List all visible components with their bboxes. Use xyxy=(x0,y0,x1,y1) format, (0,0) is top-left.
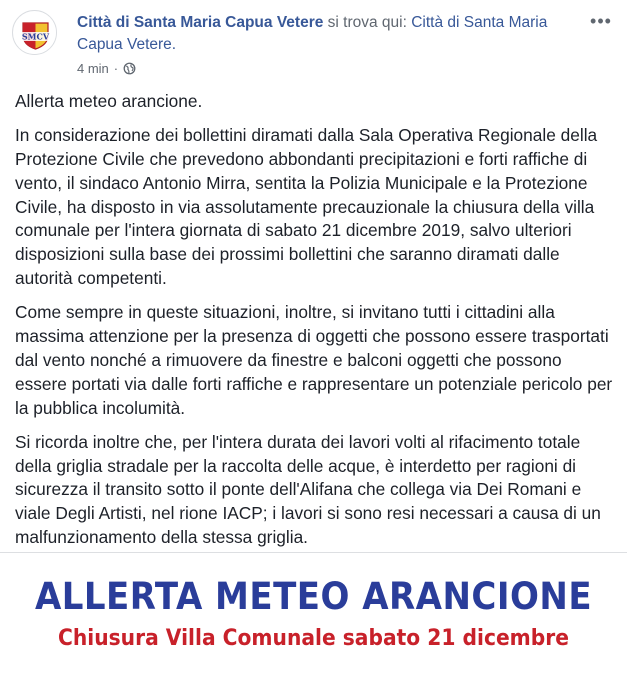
location-link[interactable]: Città di Santa Maria Capua Vetere. xyxy=(77,14,548,53)
page-name-link[interactable]: Città di Santa Maria Capua Vetere xyxy=(77,14,324,31)
post-header-text xyxy=(77,12,577,56)
svg-text:SMCV: SMCV xyxy=(21,31,50,42)
post-paragraph: Si ricorda inoltre che, per l'intera durata dei lavori volti al rifacimento totale della griglia stradale per la raccolta delle acque, è interdetto per ragioni di sicurezza il transito sotto il ponte dell'Alifana che collega via Dei Romani e viale Degli Artisti, nel rione IACP; i lavori si sono resi necessari a causa di un malfunzionamento della stessa griglia. xyxy=(15,431,601,548)
post-timestamp[interactable]: 4 min xyxy=(77,61,109,76)
checkin-text: si trova qui: xyxy=(323,14,412,31)
banner-subtitle: Chiusura Villa Comunale sabato 21 dicembre xyxy=(57,625,570,651)
globe-icon[interactable] xyxy=(123,62,136,75)
post-image-banner[interactable] xyxy=(0,553,627,678)
meta-separator: · xyxy=(113,61,119,76)
post-paragraph: Allerta meteo arancione. xyxy=(15,91,203,111)
page-avatar[interactable] xyxy=(12,10,57,55)
post-paragraph: Come sempre in queste situazioni, inoltre, si invitano tutti i cittadini alla massima attenzione per la presenza di oggetti che possono essere trasportati dal vento nonché a rimuovere da finestre e balconi oggetti che possono essere portati via dalle forti raffiche e rappresentare un potenziale pericolo per la pubblica incolumità. xyxy=(15,302,613,418)
more-options-icon[interactable]: ••• xyxy=(590,11,612,31)
banner-title: ALLERTA METEO ARANCIONE xyxy=(34,575,593,618)
smcv-logo xyxy=(13,11,57,55)
post-paragraph: In considerazione dei bollettini diramati dalla Sala Operativa Regionale della Protezione Civile che prevedono abbondanti precipitazioni e forti raffiche di vento, il sindaco Antonio Mirra, sentita la Polizia Municipale e la Protezione Civile, ha disposto in via assolutamente precauzionale la chiusura della villa comunale per l'intera giornata di sabato 21 dicembre 2019, salvo ulteriori disposizioni sulla base dei prossimi bollettini che saranno diramati dalle autorità competenti. xyxy=(15,125,598,289)
post-meta xyxy=(77,61,136,76)
post-header xyxy=(12,10,615,80)
post-body xyxy=(15,90,615,560)
